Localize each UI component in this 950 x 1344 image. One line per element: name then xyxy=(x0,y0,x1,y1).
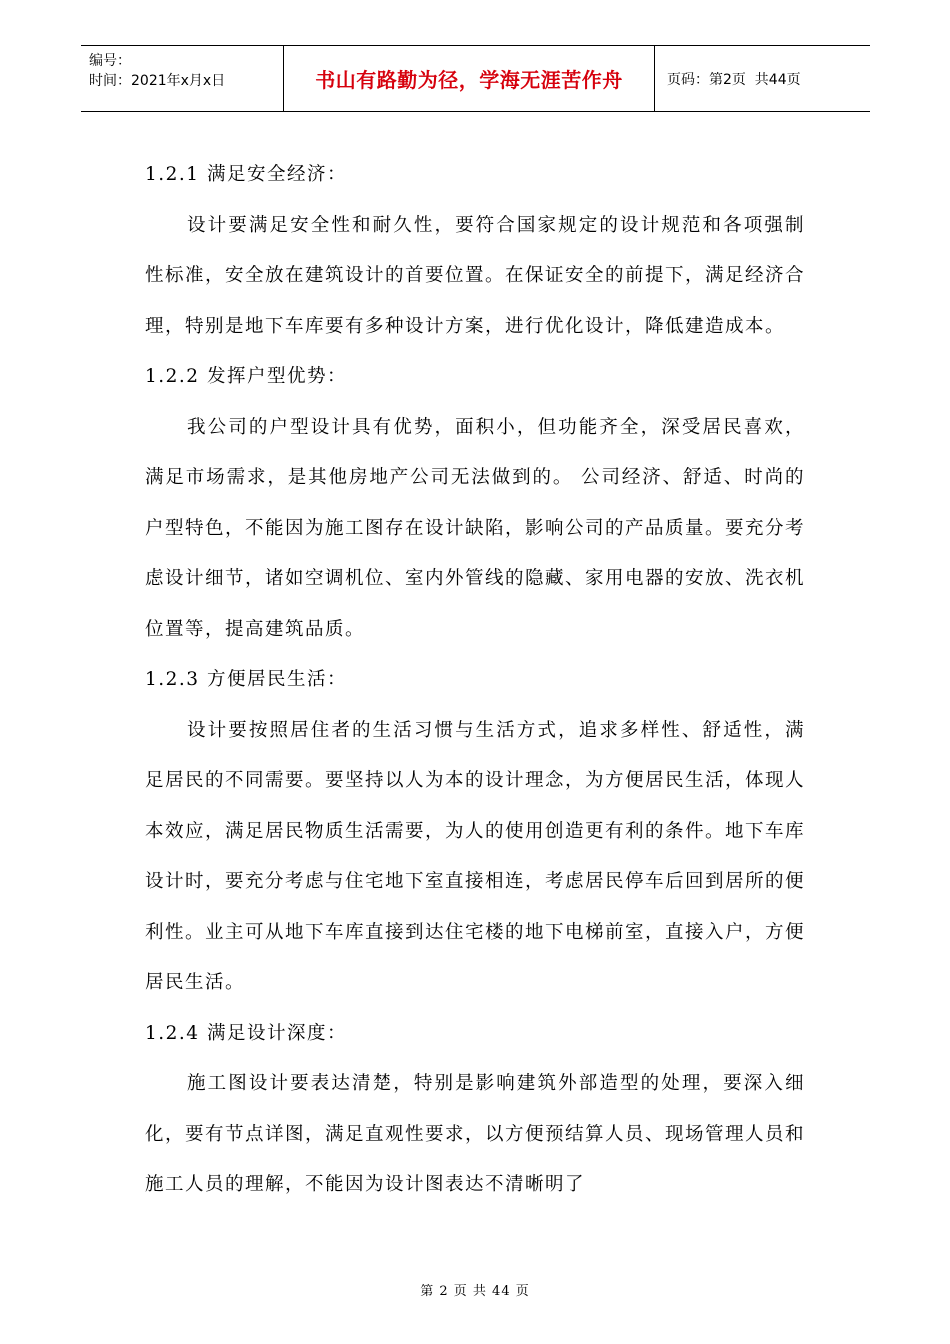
header-page-cell xyxy=(655,46,870,111)
date-label: 时间：2021年x月x日 xyxy=(89,73,226,89)
section-paragraph: 施工图设计要表达清楚，特别是影响建筑外部造型的处理，要深入细化，要有节点详图，满足直观性要求，以方便预结算人员、现场管理人员和施工人员的理解，不能因为设计图表达不清晰明了 xyxy=(145,1073,806,1195)
section-paragraph: 设计要满足安全性和耐久性，要符合国家规定的设计规范和各项强制性标准，安全放在建筑设计的首要位置。在保证安全的前提下，满足经济合理，特别是地下车库要有多种设计方案，进行优化设计，降低建造成本。 xyxy=(145,214,806,337)
page-footer: 第 2 页 共 44 页 xyxy=(420,1284,530,1299)
page-header xyxy=(81,45,870,112)
section-heading: 1.2.4 满足设计深度： xyxy=(145,1022,347,1044)
document-body xyxy=(145,150,805,1211)
section-paragraph: 我公司的户型设计具有优势，面积小，但功能齐全，深受居民喜欢，满足市场需求，是其他房地产公司无法做到的。 公司经济、舒适、时尚的户型特色，不能因为施工图存在设计缺陷，影响公司的产品质量。要充分考虑设计细节，诸如空调机位、室内外管线的隐藏、家用电器的安放、洗衣机位置等，提高建筑品质。 xyxy=(145,416,806,640)
section-heading: 1.2.1 满足安全经济： xyxy=(145,164,347,185)
section-heading: 1.2.3 方便居民生活： xyxy=(145,669,347,690)
header-meta xyxy=(81,46,284,111)
code-label: 编号： xyxy=(89,53,131,69)
section-heading: 1.2.2 发挥户型优势： xyxy=(145,366,347,387)
header-slogan-cell xyxy=(284,46,655,111)
page-info: 页码：第2页 共44页 xyxy=(667,71,801,88)
slogan-text: 书山有路勤为径，学海无涯苦作舟 xyxy=(315,68,623,92)
section-paragraph: 设计要按照居住者的生活习惯与生活方式，追求多样性、舒适性，满足居民的不同需要。要坚持以人为本的设计理念，为方便居民生活，体现人本效应，满足居民物质生活需要，为人的使用创造更有利的条件。地下车库设计时，要充分考虑与住宅地下室直接相连，考虑居民停车后回到居所的便利性。业主可从地下车库直接到达住宅楼的地下电梯前室，直接入户，方便居民生活。 xyxy=(145,719,806,993)
